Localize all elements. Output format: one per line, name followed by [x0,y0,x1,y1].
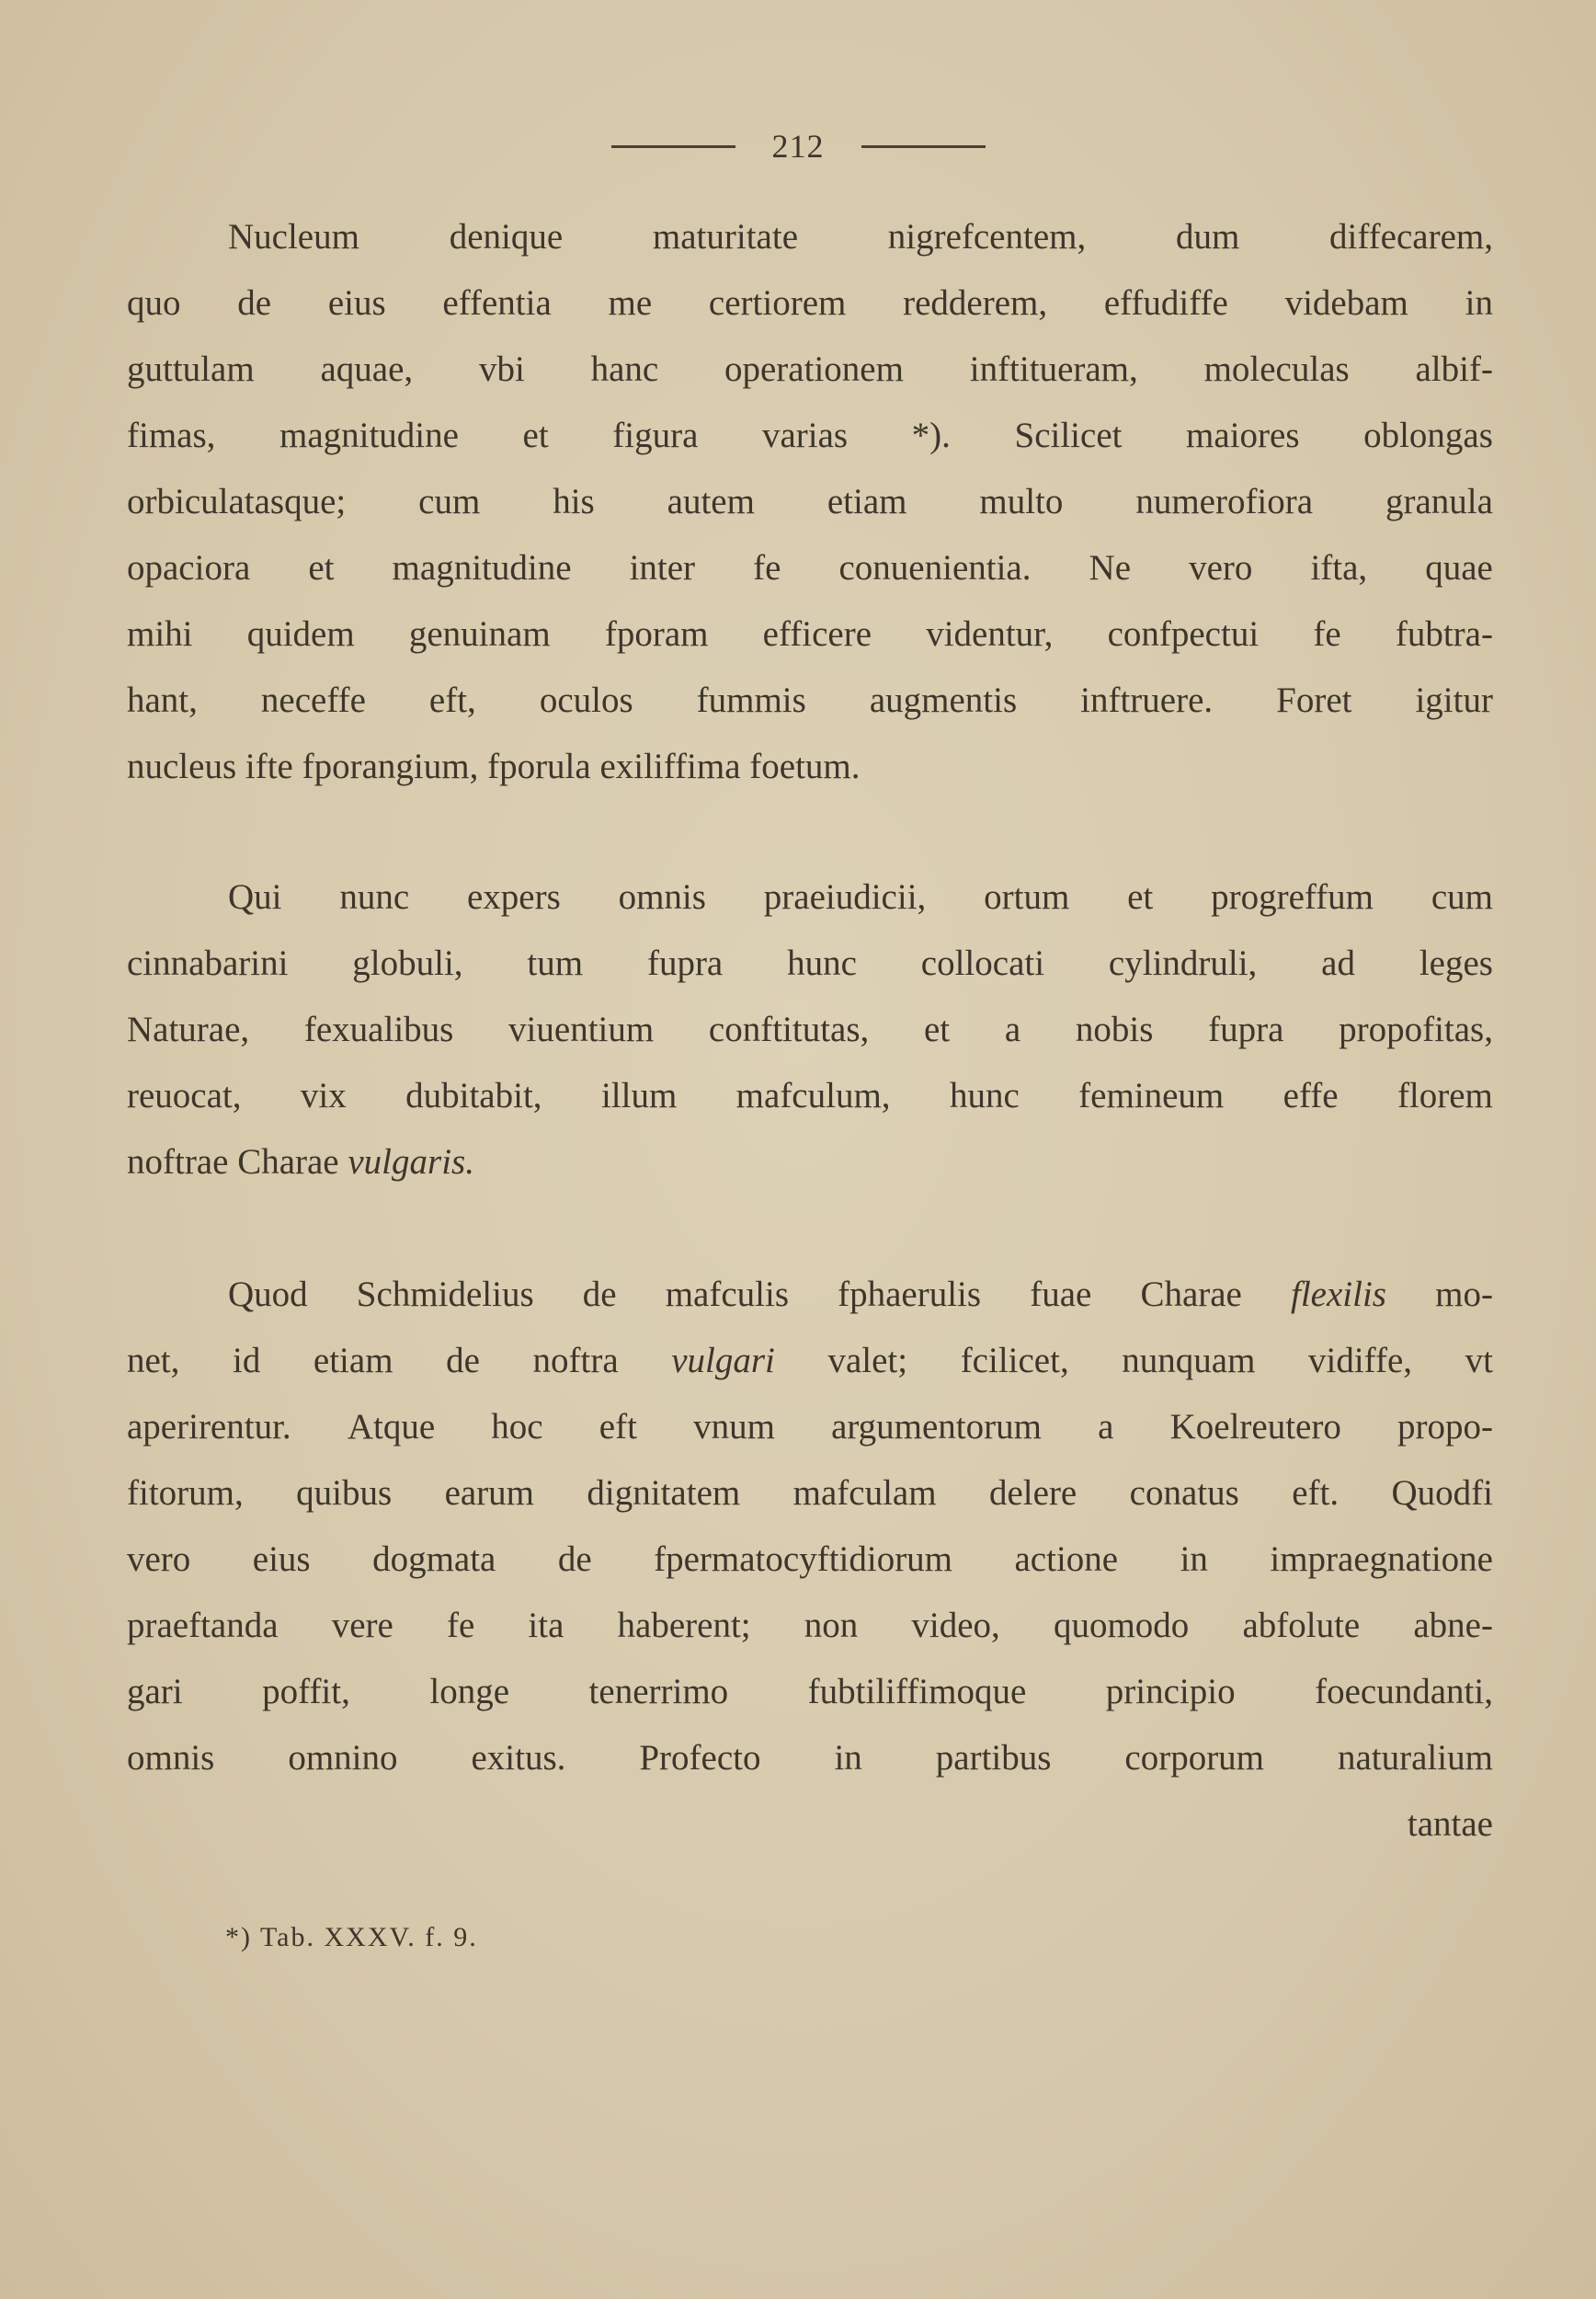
word: fe [753,548,781,588]
word: collocati [920,944,1045,983]
word: figura [612,416,699,455]
word: earum [444,1473,535,1513]
word: vnum [693,1407,775,1447]
word: multo [979,482,1064,521]
word: Schmidelius [356,1275,534,1314]
word: id [232,1341,261,1380]
word: de [557,1539,592,1579]
word: his [553,482,595,521]
word: omnis [618,877,706,917]
text-line [127,1063,1493,1129]
word: Ne [1089,548,1132,588]
left-rule [611,145,735,148]
word: et [924,1010,951,1049]
paragraph-1 [127,204,1493,800]
word: fupra [646,944,724,983]
word: cylindruli, [1108,944,1258,983]
word: magnitudine [279,416,459,455]
text-line [127,734,1493,800]
word: genuinam [408,614,551,654]
word: a [1098,1407,1114,1447]
right-rule [861,145,986,148]
word: denique [449,217,564,257]
text-line [127,1725,1493,1791]
word: ifte [245,747,293,786]
word: moleculas [1203,349,1350,389]
word: propofitas, [1339,1010,1493,1049]
word: valet; [827,1341,908,1380]
text-line [127,1593,1493,1659]
word: opaciora [127,548,251,588]
word: maturitate [652,217,799,257]
word: maiores [1186,416,1300,455]
word: orbiculatasque; [127,482,347,521]
text-line [127,1460,1493,1527]
word: nucleus [127,747,237,786]
word: ortum [984,877,1070,917]
word: florem [1396,1076,1493,1115]
word: eius [327,283,386,323]
word: flexilis [1291,1275,1386,1314]
word: fubtiliffimoque [807,1672,1027,1711]
word: quibus [296,1473,393,1513]
word: mo- [1435,1275,1493,1314]
word: inter [629,548,696,588]
word: fporangium, [302,747,479,786]
word: augmentis [869,681,1018,720]
word: exiliffima [599,747,741,786]
text-line [127,1328,1493,1394]
catchword: tantae [1407,1804,1493,1844]
word: varias [761,416,849,455]
word: vero [127,1539,191,1579]
word: aquae, [320,349,414,389]
word: ifta, [1310,548,1368,588]
word: oculos [539,681,633,720]
paragraph-2 [127,864,1493,1195]
text-line [127,337,1493,403]
word: cum [1431,877,1493,917]
word: numerofiora [1135,482,1314,521]
word: gari [127,1672,183,1711]
page-number: 212 [771,128,825,165]
text-line [127,204,1493,270]
word: fuae [1030,1275,1092,1314]
word: expers [466,877,561,917]
text-line [127,469,1493,535]
word: abfolute [1242,1606,1361,1645]
word: fitorum, [127,1473,244,1513]
word: neceffe [260,681,366,720]
word: mihi [127,614,193,654]
word: foetum. [749,747,861,786]
word: nobis [1075,1010,1154,1049]
word: propo- [1397,1407,1493,1447]
word: et [522,416,549,455]
word: de [237,283,272,323]
word: video, [911,1606,1000,1645]
word: progreffum [1211,877,1374,917]
word: eft, [428,681,476,720]
text-line [127,997,1493,1063]
word: Foret [1276,681,1352,720]
word: cinnabarini [127,944,289,983]
word: eft. [1292,1473,1340,1513]
word: mafculam [792,1473,937,1513]
word: *). [911,416,951,455]
word: fupra [1208,1010,1284,1049]
word: tenerrimo [588,1672,729,1711]
word: autem [667,482,755,521]
word: in [834,1738,862,1778]
word: vulgaris. [348,1142,474,1182]
text-line [127,1659,1493,1725]
word: videntur, [926,614,1054,654]
word: conuenientia. [838,548,1032,588]
word: certiorem [708,283,847,323]
word: quidem [246,614,355,654]
word: exitus. [471,1738,566,1778]
word: vix [300,1076,347,1115]
word: a [1004,1010,1021,1049]
word: longe [429,1672,510,1711]
word: fe [1313,614,1341,654]
word: globuli, [352,944,463,983]
word: fubtra- [1395,614,1493,654]
word: hoc [491,1407,543,1447]
word: dum [1175,217,1240,257]
word: fe [446,1606,475,1645]
word: delere [988,1473,1077,1513]
text-line [127,403,1493,469]
word: aperirentur. [127,1407,291,1447]
word: fphaerulis [838,1275,982,1314]
word: effentia [442,283,552,323]
text-line [127,1394,1493,1460]
word: eius [252,1539,311,1579]
word: mafculum, [735,1076,891,1115]
word: noftrae [127,1142,229,1182]
text-line [127,1527,1493,1593]
word: oblongas [1363,416,1493,455]
word: fummis [696,681,806,720]
word: dignitatem [587,1473,741,1513]
word: conftitutas, [708,1010,870,1049]
word: in [1465,283,1493,323]
word: quae [1425,548,1493,588]
word: ita [528,1606,564,1645]
word: effe [1282,1076,1339,1115]
word: Profecto [639,1738,761,1778]
word: in [1180,1539,1208,1579]
text-line [127,668,1493,734]
word: fcilicet, [960,1341,1069,1380]
word: nunquam [1122,1341,1256,1380]
text-line [127,535,1493,601]
word: Charae [1140,1275,1242,1314]
word: fporam [604,614,709,654]
word: inftruere. [1080,681,1214,720]
word: Atque [347,1407,436,1447]
word: de [446,1341,480,1380]
word: nunc [339,877,410,917]
word: omnis [127,1738,215,1778]
word: hanc [590,349,659,389]
word: leges [1419,944,1493,983]
word: redderem, [903,283,1048,323]
word: nigrefcentem, [887,217,1087,257]
word: corporum [1124,1738,1265,1778]
word: vere [331,1606,393,1645]
word: confpectui [1107,614,1260,654]
word: diffecarem, [1329,217,1493,257]
word: argumentorum [831,1407,1042,1447]
word: Quodfi [1391,1473,1493,1513]
word: Naturae, [127,1010,250,1049]
text-line [127,270,1493,337]
word: vidiffe, [1308,1341,1413,1380]
word: fporula [487,747,591,786]
word: fpermatocyftidiorum [654,1539,953,1579]
word: cum [418,482,481,521]
word: videbam [1284,283,1408,323]
word: granula [1385,482,1493,521]
word: conatus [1129,1473,1239,1513]
word: praeftanda [127,1606,279,1645]
word: vero [1189,548,1253,588]
word: praeiudicii, [763,877,927,917]
text-line [127,931,1493,997]
text-line [127,1262,1493,1328]
word: etiam [313,1341,393,1380]
word: tum [527,944,584,983]
word: dubitabit, [405,1076,542,1115]
word: noftra [532,1341,619,1380]
word: Koelreutero [1169,1407,1341,1447]
text-line [127,864,1493,931]
word: femineum [1078,1076,1225,1115]
word: poffit, [262,1672,350,1711]
word: Qui [228,877,282,917]
word: albif- [1415,349,1493,389]
word: vbi [478,349,525,389]
word: partibus [935,1738,1052,1778]
word: actione [1014,1539,1119,1579]
word: inftitueram, [969,349,1138,389]
word: hunc [949,1076,1020,1115]
word: eft [598,1407,637,1447]
word: etiam [826,482,907,521]
word: viuentium [508,1010,655,1049]
word: foecundanti, [1315,1672,1493,1711]
footnote: *) Tab. XXXV. f. 9. [225,1922,478,1952]
word: naturalium [1337,1738,1493,1778]
word: illum [600,1076,678,1115]
word: abne- [1413,1606,1493,1645]
word: Charae [237,1142,339,1182]
text-line [127,1129,1493,1195]
word: Nucleum [228,217,359,257]
word: quomodo [1053,1606,1190,1645]
word: haberent; [617,1606,751,1645]
word: omnino [288,1738,398,1778]
word: hunc [787,944,857,983]
word: effudiffe [1103,283,1228,323]
paragraph-3 [127,1262,1493,1858]
word: et [308,548,335,588]
word: igitur [1415,681,1493,720]
word: de [582,1275,617,1314]
word: non [804,1606,859,1645]
text-line [127,601,1493,668]
word: reuocat, [127,1076,242,1115]
word: magnitudine [392,548,572,588]
word: efficere [762,614,872,654]
word: operationem [724,349,904,389]
word: fexualibus [303,1010,454,1049]
word: me [608,283,653,323]
word: ad [1321,944,1355,983]
word: impraegnatione [1270,1539,1493,1579]
word: vt [1465,1341,1493,1380]
word: Quod [228,1275,308,1314]
word: dogmata [372,1539,496,1579]
word: principio [1105,1672,1236,1711]
word: et [1127,877,1154,917]
word: fimas, [127,416,216,455]
word: mafculis [665,1275,789,1314]
word: vulgari [671,1341,775,1380]
running-head [0,127,1596,166]
word: guttulam [127,349,255,389]
word: quo [127,283,181,323]
word: Scilicet [1014,416,1123,455]
word: net, [127,1341,180,1380]
word: hant, [127,681,198,720]
